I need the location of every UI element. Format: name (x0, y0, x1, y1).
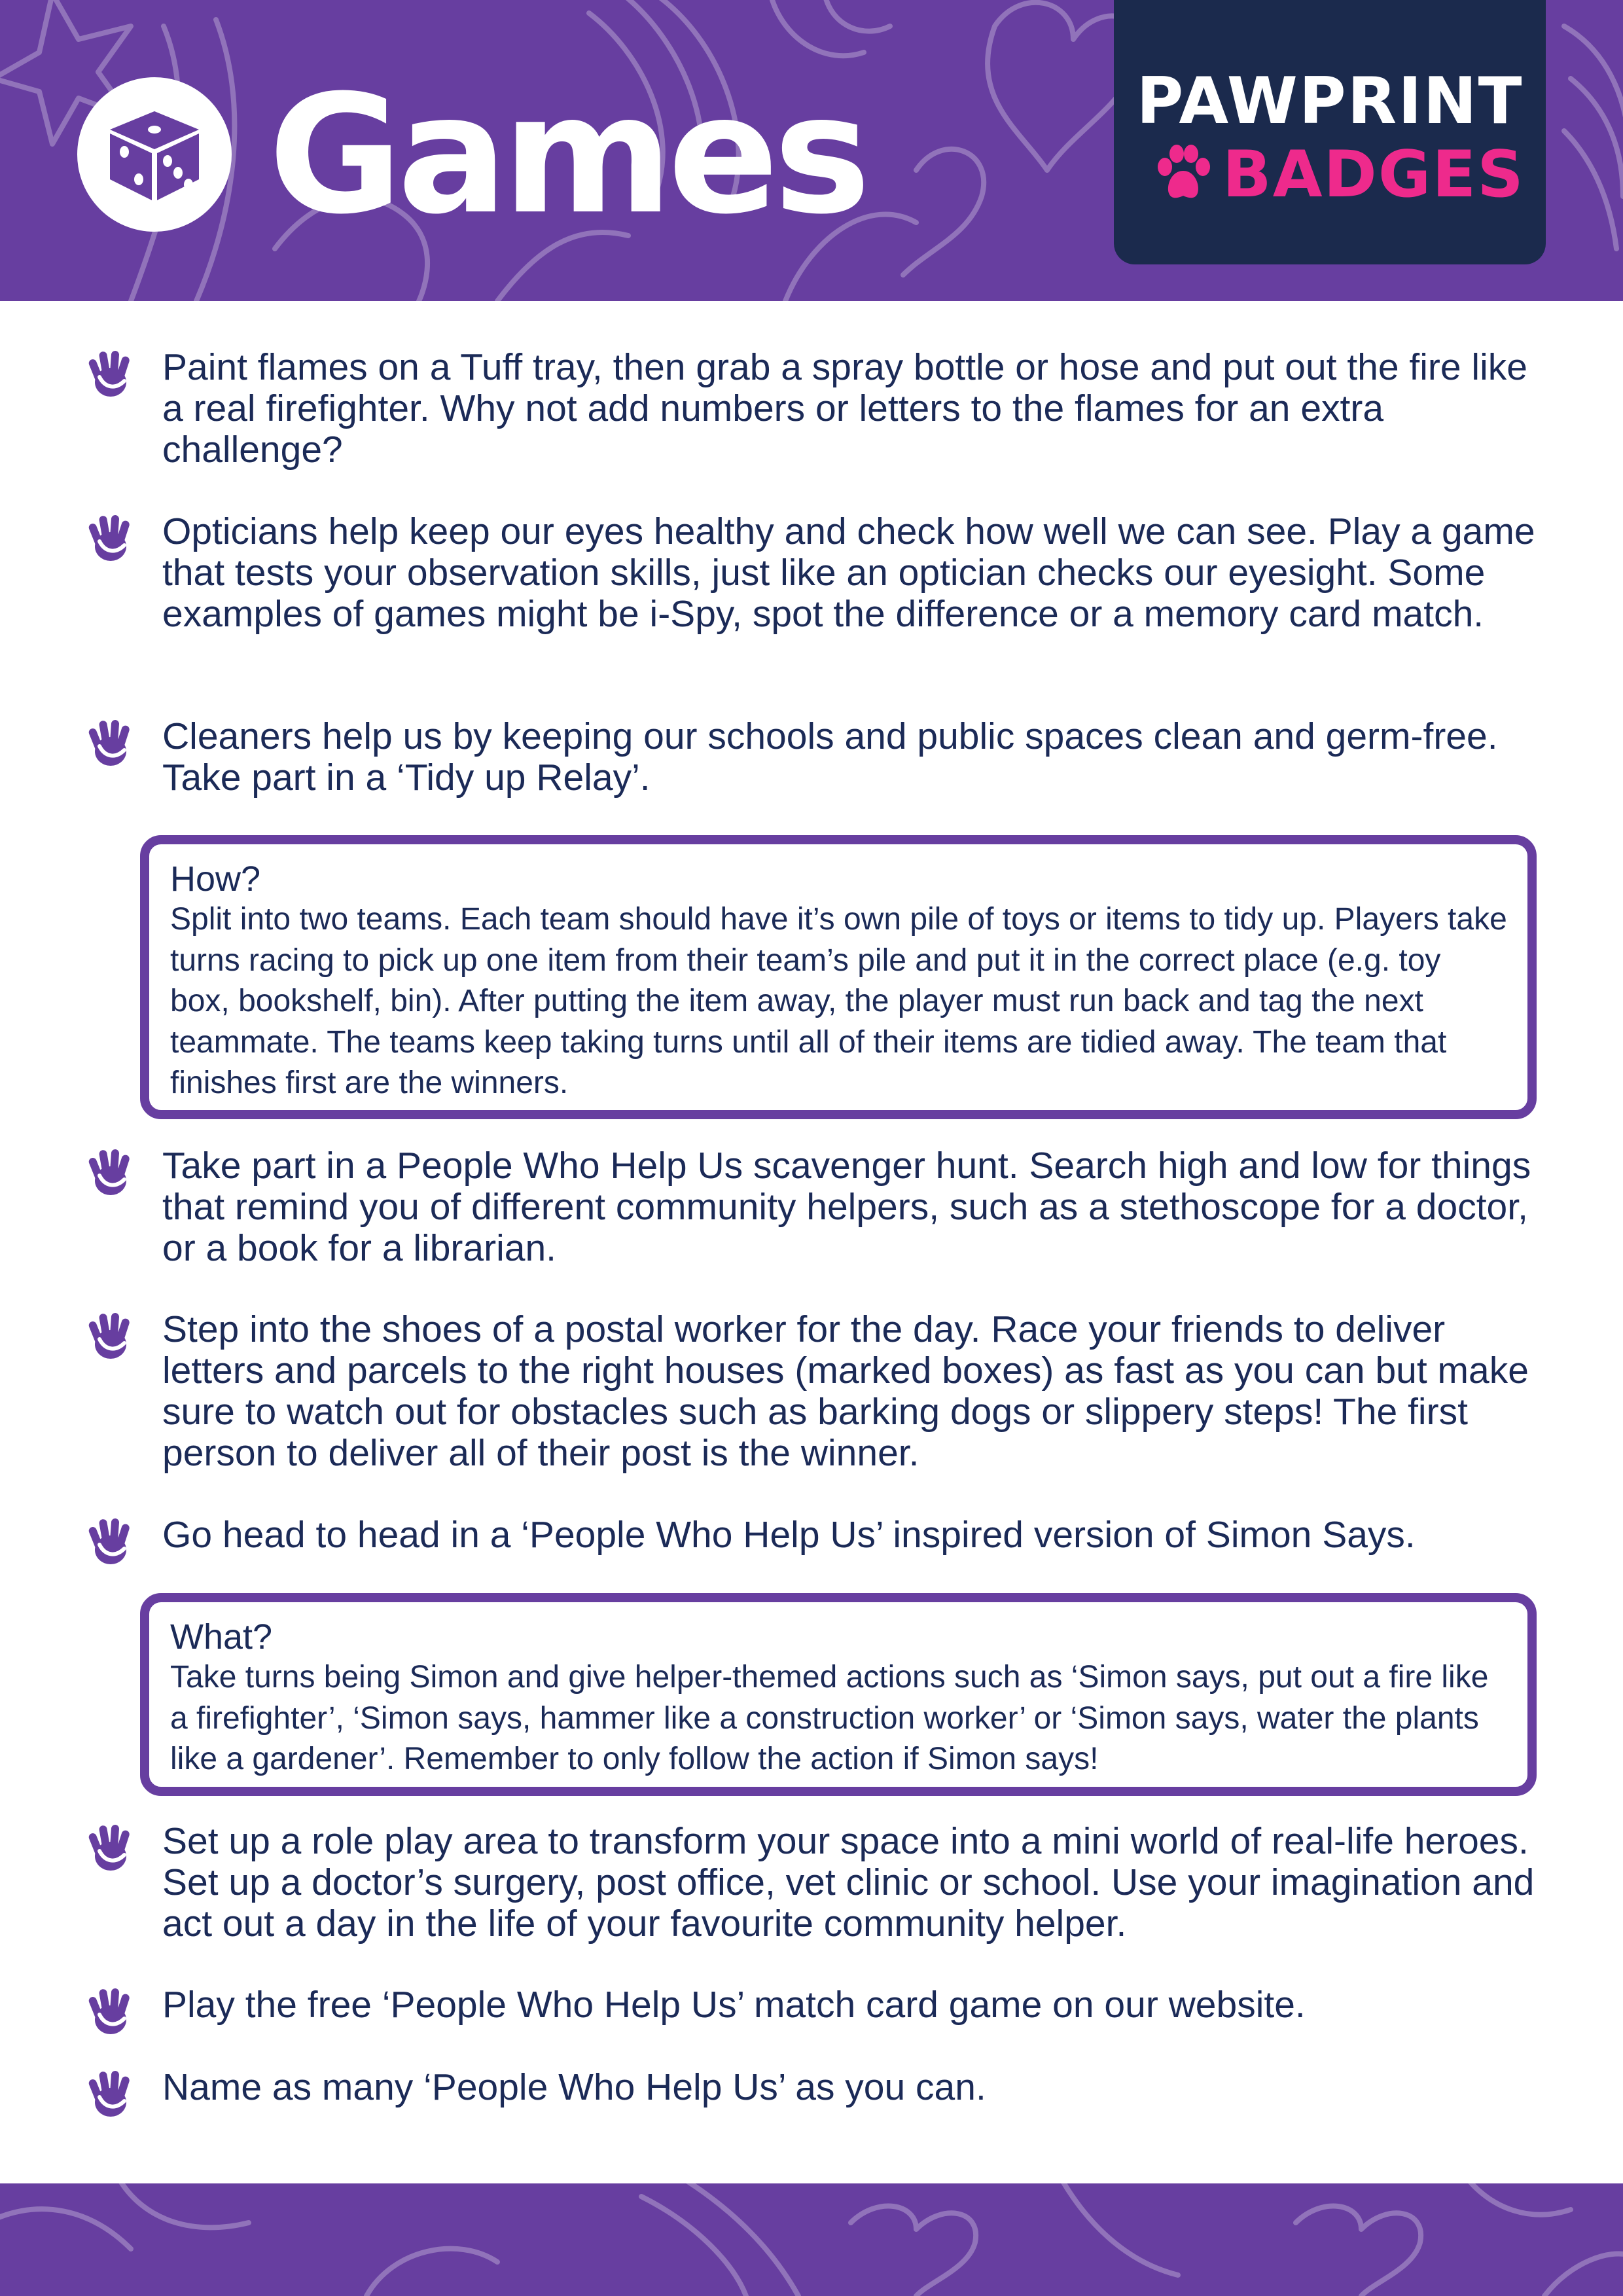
item-text: Cleaners help us by keeping our schools and public spaces clean and germ-free. Take part in a ‘Tidy up Relay’. (162, 715, 1498, 798)
hand-print-icon (86, 1147, 135, 1199)
item-text: Play the free ‘People Who Help Us’ match card game on our website. (162, 1984, 1306, 2026)
hand-print-icon (86, 1516, 135, 1568)
list-item (162, 1515, 1537, 1556)
list-item (162, 1984, 1537, 2026)
list-item (162, 716, 1537, 798)
list-item (162, 2067, 1537, 2108)
hand-print-icon (86, 348, 135, 401)
item-text: Opticians help keep our eyes healthy and check how well we can see. Play a game that tests your observation skills, just like an optician checks our eyesight. Some examples of games might be i-Spy, spot the difference or a memory card match. (162, 511, 1535, 635)
hand-print-icon (86, 717, 135, 770)
footer-background-doodles (0, 2183, 1623, 2296)
item-text: Set up a role play area to transform your space into a mini world of real-life heroes. Set up a doctor’s surgery, post office, vet clinic or school. Use your imagination and act out a day in the life of your favourite community helper. (162, 1820, 1535, 1945)
box-body: Take turns being Simon and give helper-themed actions such as ‘Simon says, put out a fire like a firefighter’, ‘Simon says, hammer like a construction worker’ or ‘Simon says, water the plants like a gardener’. Remember to only follow the action if Simon says! (170, 1660, 1489, 1776)
hand-print-icon (86, 1310, 135, 1363)
box-body: Split into two teams. Each team should have it’s own pile of toys or items to tidy up. Players take turns racing to pick up one item from their team’s pile and put it in the correct place (e.g. toy box, bookshelf, bin). After putting the item away, the player must run back and tag the next teammate. The teams keep taking turns until all of their items are tidied away. The team that finishes first are the winners. (170, 902, 1507, 1100)
list-item (162, 1145, 1537, 1269)
item-text: Name as many ‘People Who Help Us’ as you can. (162, 2066, 986, 2108)
list-item (162, 347, 1537, 471)
box-title: What? (170, 1617, 273, 1657)
page-footer (0, 2183, 1623, 2296)
how-info-box (140, 835, 1537, 1119)
box-title: How? (170, 859, 261, 899)
list-item (162, 1821, 1537, 1945)
item-text: Paint flames on a Tuff tray, then grab a spray bottle or hose and put out the fire like a real firefighter. Why not add numbers or letters to the flames for an extra challenge? (162, 346, 1527, 471)
what-info-box (140, 1593, 1537, 1796)
hand-print-icon (86, 2068, 135, 2121)
hand-print-icon (86, 512, 135, 565)
list-item (162, 511, 1537, 635)
logo-line-2: BADGES (1222, 137, 1525, 212)
hand-print-icon (86, 1822, 135, 1874)
item-text: Take part in a People Who Help Us scavenger hunt. Search high and low for things that remind you of different community helpers, such as a stethoscope for a doctor, or a book for a librarian. (162, 1145, 1531, 1269)
item-text: Step into the shoes of a postal worker for the day. Race your friends to deliver letters and parcels to the right houses (marked boxes) as fast as you can but make sure to watch out for obstacles such as barking dogs or slippery steps! The first person to deliver all of their post is the winner. (162, 1308, 1529, 1474)
logo-line-1: PAWPRINT (1136, 64, 1524, 139)
list-item (162, 1309, 1537, 1474)
hand-print-icon (86, 1986, 135, 2038)
item-text: Go head to head in a ‘People Who Help Us’ inspired version of Simon Says. (162, 1514, 1416, 1556)
page-title: Games (268, 60, 866, 250)
